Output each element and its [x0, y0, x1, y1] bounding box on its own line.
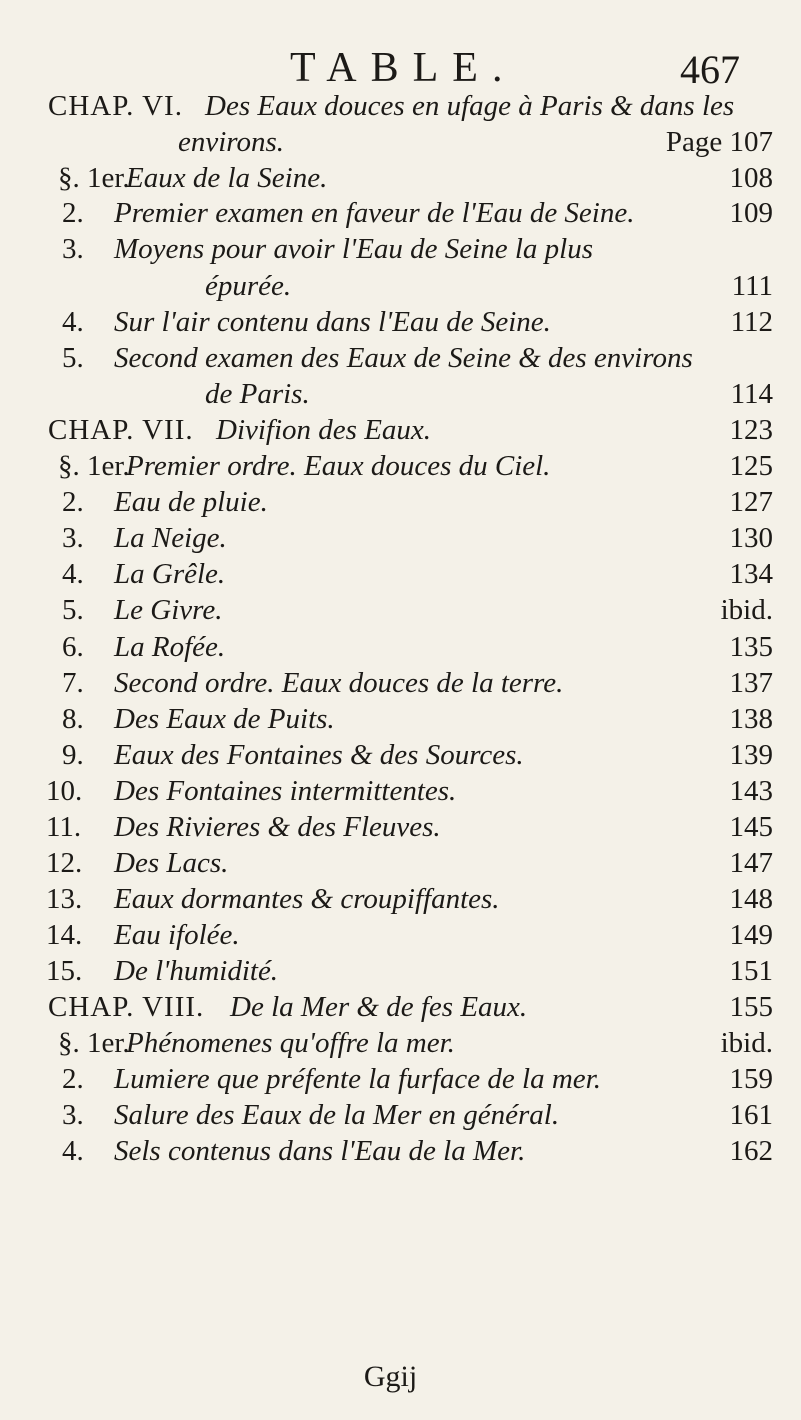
page-number: 467: [680, 47, 740, 92]
entry-page: 114: [730, 378, 773, 410]
entry-title: De la Mer & de fes Eaux.: [230, 991, 528, 1023]
section-number: 2.: [62, 1063, 84, 1095]
toc-entry: [0, 879, 801, 919]
entry-page: 149: [729, 919, 773, 951]
toc-entry: [0, 302, 801, 342]
toc-entry: [0, 627, 801, 667]
toc-entry: [0, 915, 801, 955]
entry-title: Sels contenus dans l'Eau de la Mer.: [114, 1135, 526, 1167]
entry-page: 162: [729, 1135, 773, 1167]
section-number: 5.: [62, 342, 84, 374]
entry-title: Phénomenes qu'offre la mer.: [126, 1027, 455, 1059]
entry-title: Moyens pour avoir l'Eau de Seine la plus: [114, 233, 593, 265]
chapter-label: CHAP. VI.: [48, 90, 183, 122]
section-number: 3.: [62, 1099, 84, 1131]
entry-title: Le Givre.: [114, 594, 223, 626]
entry-page: 151: [729, 955, 773, 987]
entry-title: Eau ifolée.: [114, 919, 240, 951]
entry-page: 138: [729, 703, 773, 735]
section-number: 8.: [62, 703, 84, 735]
chapter-label: CHAP. VIII.: [48, 991, 205, 1023]
entry-page: 159: [729, 1063, 773, 1095]
section-number: 12.: [46, 847, 83, 879]
entry-title: Divifion des Eaux.: [216, 414, 432, 446]
entry-title: Eaux de la Seine.: [126, 162, 328, 194]
entry-title: Sur l'air contenu dans l'Eau de Seine.: [114, 306, 551, 338]
entry-title: Premier ordre. Eaux douces du Ciel.: [126, 450, 551, 482]
toc-entry: [0, 951, 801, 991]
entry-title: De l'humidité.: [114, 955, 279, 987]
toc-entry: [0, 843, 801, 883]
entry-title: Second examen des Eaux de Seine & des environs: [114, 342, 693, 374]
section-number: 13.: [46, 883, 83, 915]
entry-title: Eaux dormantes & croupiffantes.: [114, 883, 500, 915]
toc-entry: [0, 590, 801, 630]
toc-entry: [0, 1023, 801, 1063]
toc-entry: [0, 446, 801, 486]
toc-entry: [0, 266, 801, 306]
section-number: 9.: [62, 739, 84, 771]
section-number: 5.: [62, 594, 84, 626]
section-number: 15.: [46, 955, 83, 987]
section-number: 14.: [46, 919, 83, 951]
entry-title: La Grêle.: [114, 558, 226, 590]
entry-title: épurée.: [205, 270, 292, 302]
entry-page: 130: [729, 522, 773, 554]
chapter-label: CHAP. VII.: [48, 414, 194, 446]
entry-page: 125: [729, 450, 773, 482]
section-number: 3.: [62, 522, 84, 554]
toc-entry: [0, 338, 801, 378]
section-number: §. 1er.: [58, 450, 130, 482]
entry-title: Des Eaux de Puits.: [114, 703, 335, 735]
toc-entry: [0, 663, 801, 703]
toc-entry: [0, 86, 801, 126]
toc-entry: [0, 735, 801, 775]
entry-page: 112: [730, 306, 773, 338]
entry-title: Des Fontaines intermittentes.: [114, 775, 457, 807]
toc-entry: [0, 1095, 801, 1135]
entry-page: 108: [729, 162, 773, 194]
entry-title: Lumiere que préfente la furface de la mer.: [114, 1063, 601, 1095]
section-number: 4.: [62, 306, 84, 338]
entry-page: 155: [729, 991, 773, 1023]
section-number: 6.: [62, 631, 84, 663]
entry-title: Des Rivieres & des Fleuves.: [114, 811, 441, 843]
toc-entry: [0, 482, 801, 522]
section-number: 3.: [62, 233, 84, 265]
entry-page: ibid.: [720, 1027, 773, 1059]
section-number: 11.: [46, 811, 82, 843]
entry-title: Eaux des Fontaines & des Sources.: [114, 739, 524, 771]
entry-page: 137: [729, 667, 773, 699]
entry-page: 111: [731, 270, 773, 302]
entry-page: ibid.: [720, 594, 773, 626]
toc-entry: [0, 554, 801, 594]
toc-entry: [0, 193, 801, 233]
toc-entry: [0, 410, 801, 450]
toc-entry: [0, 1059, 801, 1099]
entry-title: Salure des Eaux de la Mer en général.: [114, 1099, 560, 1131]
toc-entry: [0, 1131, 801, 1171]
entry-page: 134: [729, 558, 773, 590]
entry-page: Page 107: [665, 126, 773, 158]
section-number: §. 1er.: [58, 162, 130, 194]
section-number: 4.: [62, 558, 84, 590]
section-number: §. 1er.: [58, 1027, 130, 1059]
entry-page: 143: [729, 775, 773, 807]
toc-entry: [0, 158, 801, 198]
entry-title: La Neige.: [114, 522, 227, 554]
entry-title: Des Eaux douces en ufage à Paris & dans les: [205, 90, 735, 122]
entry-title: Des Lacs.: [114, 847, 229, 879]
running-title: TABLE.: [290, 45, 517, 91]
section-number: 2.: [62, 486, 84, 518]
toc-entry: [0, 987, 801, 1027]
entry-title: Premier examen en faveur de l'Eau de Seine.: [114, 197, 635, 229]
entry-page: 135: [729, 631, 773, 663]
toc-entry: [0, 229, 801, 269]
toc-entry: [0, 374, 801, 414]
section-number: 7.: [62, 667, 84, 699]
toc-entry: [0, 122, 801, 162]
entry-title: environs.: [178, 126, 285, 158]
entry-page: 127: [729, 486, 773, 518]
section-number: 2.: [62, 197, 84, 229]
section-number: 10.: [46, 775, 83, 807]
signature-mark: Ggij: [363, 1360, 418, 1393]
entry-page: 161: [729, 1099, 773, 1131]
toc-entry: [0, 518, 801, 558]
toc-entry: [0, 807, 801, 847]
entry-page: 123: [729, 414, 773, 446]
entry-page: 109: [729, 197, 773, 229]
entry-title: La Rofée.: [114, 631, 226, 663]
entry-page: 145: [729, 811, 773, 843]
entry-title: Eau de pluie.: [114, 486, 268, 518]
entry-title: de Paris.: [205, 378, 310, 410]
toc-entry: [0, 699, 801, 739]
entry-title: Second ordre. Eaux douces de la terre.: [114, 667, 564, 699]
toc-entry: [0, 771, 801, 811]
entry-page: 148: [729, 883, 773, 915]
entry-page: 139: [729, 739, 773, 771]
entry-page: 147: [729, 847, 773, 879]
section-number: 4.: [62, 1135, 84, 1167]
